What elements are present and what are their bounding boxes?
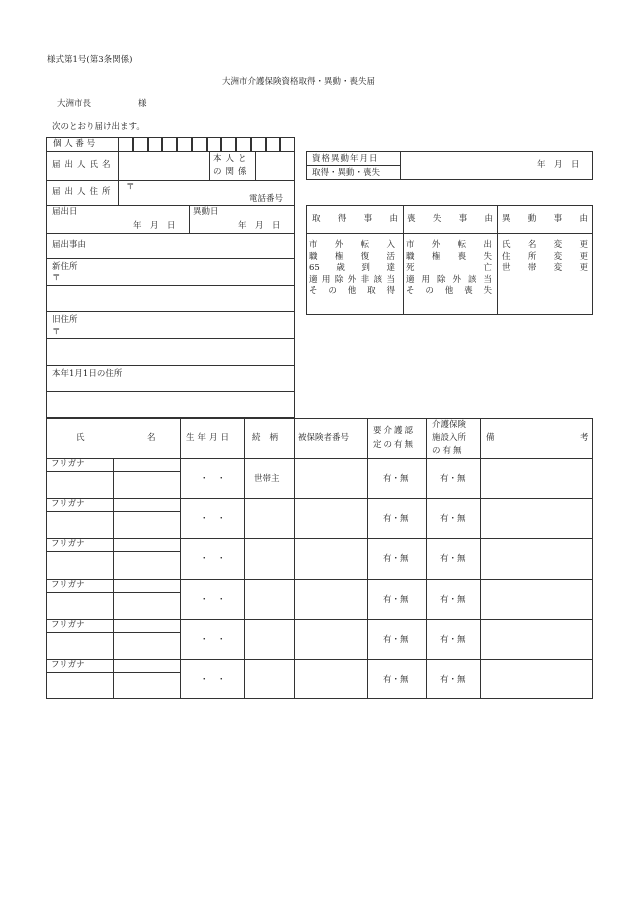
acquisition-header: 取 得 事 由: [312, 214, 398, 224]
furigana-label: フリガナ: [51, 539, 85, 550]
form-number: 様式第1号(第3条関係): [47, 55, 133, 65]
old-address-label: 旧住所: [52, 315, 78, 325]
birth-date-dots: ・ ・: [200, 675, 226, 685]
furigana-label: フリガナ: [51, 660, 85, 670]
change-reason-item: 氏名変更: [502, 240, 588, 250]
birth-date-dots: ・ ・: [200, 514, 226, 525]
change-date-label-1: 資格異動年月日: [312, 154, 379, 164]
personal-number-digit-box[interactable]: [280, 137, 295, 152]
care-cert-yes-no[interactable]: 有・無: [383, 675, 409, 685]
filed-date-label: 届出日: [52, 207, 78, 217]
change-header: 異 動 事 由: [502, 214, 588, 224]
header-name-2: 名: [147, 433, 156, 443]
header-name-1: 氏: [76, 433, 85, 443]
header-birth: 生年月日: [186, 433, 233, 443]
acquisition-reason-item: その他取得: [309, 286, 395, 296]
change-date-ymd: 年 月 日: [537, 160, 580, 170]
moved-date-label: 異動日: [193, 207, 219, 217]
change-date-label-2: 取得・異動・喪失: [312, 168, 381, 178]
header-relation: 続柄: [252, 433, 288, 443]
personal-number-digit-box[interactable]: [192, 137, 207, 152]
facility-yes-no[interactable]: 有・無: [440, 554, 466, 565]
moved-date-ymd: 年 月 日: [238, 221, 281, 231]
loss-reason-item: 死亡: [406, 263, 492, 273]
furigana-label: フリガナ: [51, 579, 85, 590]
furigana-label: フリガナ: [51, 619, 85, 630]
care-cert-yes-no[interactable]: 有・無: [383, 514, 409, 525]
header-facility-3: の有無: [432, 446, 464, 456]
furigana-label: フリガナ: [51, 459, 85, 469]
personal-number-digit-box[interactable]: [118, 137, 133, 152]
loss-reason-item: 職権喪失: [406, 251, 492, 262]
header-care-cert-1: 要介護認: [373, 426, 416, 436]
furigana-label: フリガナ: [51, 499, 85, 510]
care-cert-yes-no[interactable]: 有・無: [383, 474, 409, 484]
new-address-postal: 〒: [52, 273, 61, 283]
postal-mark: 〒: [126, 182, 135, 192]
addressee-honorific: 様: [138, 99, 147, 109]
facility-yes-no[interactable]: 有・無: [440, 634, 466, 645]
relation-value: 世帯主: [254, 474, 280, 484]
personal-number-digit-box[interactable]: [177, 137, 192, 152]
relation-label-1: 本人と: [213, 154, 251, 164]
change-reason-item: 世帯変更: [502, 263, 588, 273]
facility-yes-no[interactable]: 有・無: [440, 675, 466, 685]
facility-yes-no[interactable]: 有・無: [440, 514, 466, 525]
personal-number-digit-box[interactable]: [251, 137, 266, 152]
form-title: 大洲市介護保険資格取得・異動・喪失届: [222, 77, 376, 87]
new-address-label: 新住所: [52, 262, 78, 272]
care-cert-yes-no[interactable]: 有・無: [383, 594, 409, 605]
acquisition-reason-item: 職権復活: [309, 251, 395, 262]
jan1-address-label: 本年1月1日の住所: [52, 369, 123, 379]
care-cert-yes-no[interactable]: 有・無: [383, 634, 409, 645]
birth-date-dots: ・ ・: [200, 474, 226, 484]
filing-reason-label: 届出事由: [52, 240, 87, 250]
birth-date-dots: ・ ・: [200, 594, 226, 605]
intro-text: 次のとおり届け出ます。: [52, 122, 145, 132]
birth-date-dots: ・ ・: [200, 634, 226, 645]
loss-header: 喪 失 事 由: [407, 214, 493, 224]
personal-number-digit-box[interactable]: [133, 137, 148, 152]
personal-number-digit-box[interactable]: [266, 137, 281, 152]
header-remarks-1: 備: [486, 433, 495, 443]
header-facility-1: 介護保険: [432, 420, 467, 430]
applicant-name-label: 届出人氏名: [52, 160, 115, 170]
personal-number-digit-box[interactable]: [162, 137, 177, 152]
acquisition-reason-item: 市外転入: [309, 240, 395, 250]
personal-number-digit-box[interactable]: [221, 137, 236, 152]
old-address-postal: 〒: [52, 327, 61, 337]
relation-label-2: の関係: [213, 167, 251, 177]
personal-number-digit-box[interactable]: [148, 137, 163, 152]
header-remarks-2: 考: [580, 433, 589, 443]
acquisition-reason-item: 適用除外非該当: [309, 274, 395, 285]
acquisition-reason-item: 65歳到達: [309, 263, 395, 273]
filed-date-ymd: 年 月 日: [133, 221, 176, 231]
loss-reason-item: 市外転出: [406, 240, 492, 250]
birth-date-dots: ・ ・: [200, 554, 226, 565]
facility-yes-no[interactable]: 有・無: [440, 474, 466, 484]
personal-number-digit-box[interactable]: [207, 137, 222, 152]
loss-reason-item: その他喪失: [406, 286, 492, 296]
facility-yes-no[interactable]: 有・無: [440, 594, 466, 605]
loss-reason-item: 適用除外該当: [406, 274, 492, 285]
members-table: [46, 418, 593, 699]
change-reason-item: 住所変更: [502, 251, 588, 262]
header-insured-no: 被保険者番号: [298, 433, 350, 443]
header-care-cert-2: 定の有無: [373, 440, 416, 450]
applicant-address-label: 届出人住所: [52, 187, 115, 197]
phone-label: 電話番号: [249, 194, 284, 204]
care-cert-yes-no[interactable]: 有・無: [383, 554, 409, 565]
personal-number-digit-box[interactable]: [236, 137, 251, 152]
addressee-name: 大洲市長: [57, 99, 92, 109]
header-facility-2: 施設入所: [432, 433, 467, 443]
personal-number-label: 個 人 番 号: [53, 139, 96, 149]
